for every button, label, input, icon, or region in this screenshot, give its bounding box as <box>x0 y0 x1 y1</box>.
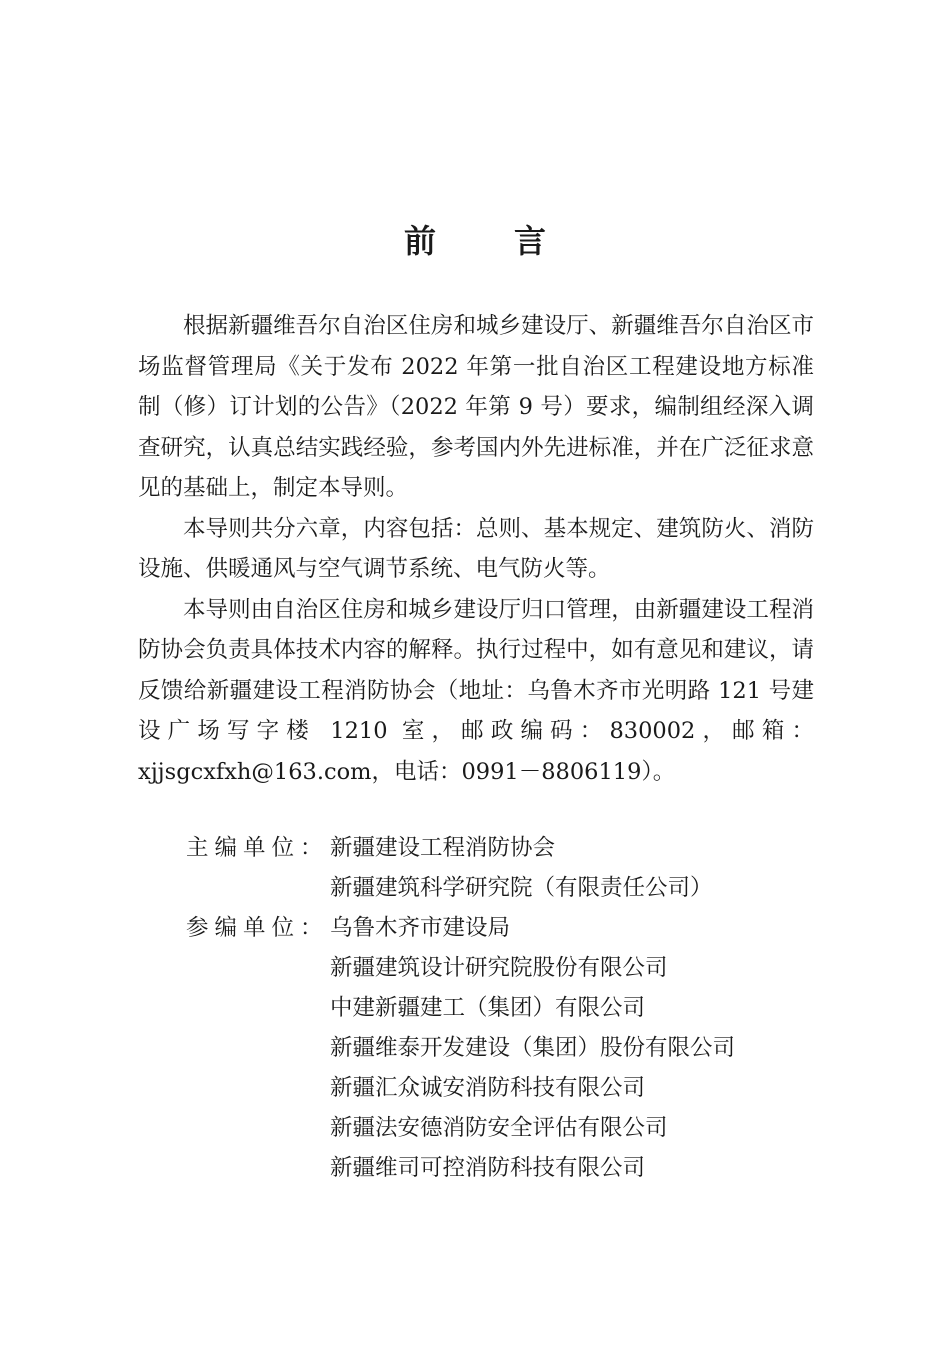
page-title: 前言 <box>403 222 624 260</box>
chief-editors-group <box>186 828 826 908</box>
paragraph-basis: 根据新疆维吾尔自治区住房和城乡建设厅、新疆维吾尔自治区市场监督管理局《关于发布 2022 年第一批自治区工程建设地方标准制（修）订计划的公告》（2022 年第 9 号）要求，编制组经深入调查研究，认真总结实践经验，参考国内外先进标准，并在广泛征求意见的基础上，制定本导则。 <box>138 313 814 501</box>
organizations-section <box>186 828 826 1188</box>
list-item: 中建新疆建工（集团）有限公司 <box>330 995 646 1021</box>
list-item: 新疆汇众诚安消防科技有限公司 <box>330 1075 646 1101</box>
participating-editors-group <box>186 908 826 1188</box>
list-item: 乌鲁木齐市建设局 <box>330 915 511 941</box>
chief-editors-list <box>330 828 713 908</box>
list-item: 新疆维泰开发建设（集团）股份有限公司 <box>330 1035 736 1061</box>
list-item: 新疆建筑设计研究院股份有限公司 <box>330 955 668 981</box>
preface-body <box>138 306 814 792</box>
list-item: 新疆建设工程消防协会 <box>330 835 556 861</box>
list-item: 新疆法安德消防安全评估有限公司 <box>330 1115 668 1141</box>
chief-editors-label: 主编单位： <box>186 835 329 861</box>
paragraph-contents: 本导则共分六章，内容包括：总则、基本规定、建筑防火、消防设施、供暖通风与空气调节系统、电气防火等。 <box>138 515 814 582</box>
participating-editors-list <box>330 908 735 1188</box>
list-item: 新疆维司可控消防科技有限公司 <box>330 1155 646 1181</box>
participating-editors-label: 参编单位： <box>186 915 329 941</box>
paragraph-management: 本导则由自治区住房和城乡建设厅归口管理，由新疆建设工程消防协会负责具体技术内容的解释。执行过程中，如有意见和建议，请反馈给新疆建设工程消防协会（地址：乌鲁木齐市光明路 121 号建设广场写字楼 1210 室，邮政编码：830002，邮箱：xjjsgcxfxh@163.com，电话：0991－8806119）。 <box>138 596 814 785</box>
list-item: 新疆建筑科学研究院（有限责任公司） <box>330 875 713 901</box>
